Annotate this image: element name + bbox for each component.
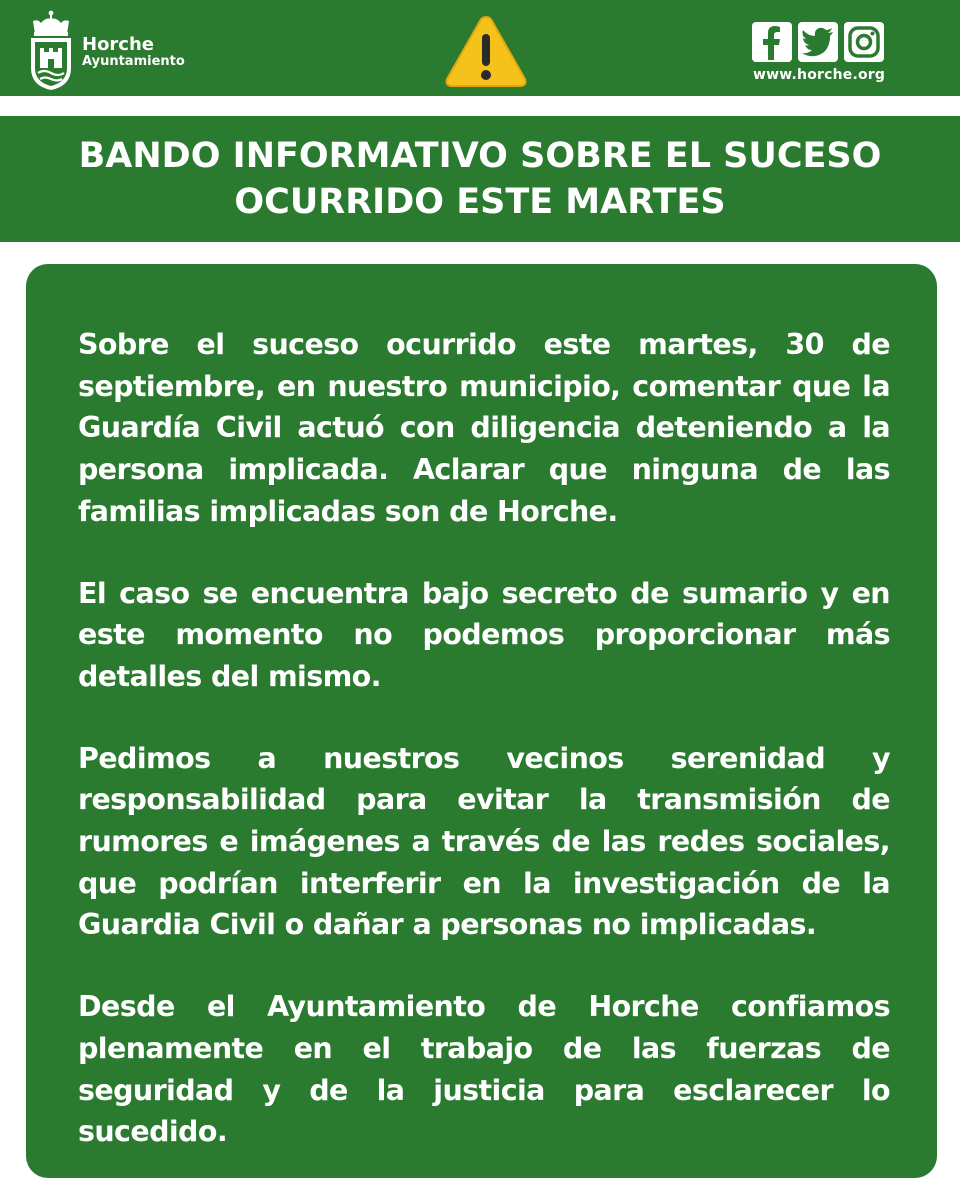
page-title — [79, 133, 882, 225]
website-link[interactable]: www.horche.org — [753, 67, 886, 83]
logo-name: Horche — [82, 34, 154, 55]
paragraph-2: El caso se encuentra bajo secreto de sumario y en este momento no podemos proporcionar más detalles del mismo. — [78, 576, 890, 693]
facebook-icon[interactable] — [752, 22, 792, 62]
social-links — [752, 22, 886, 62]
paragraph-1: Sobre el suceso ocurrido este martes, 30 de septiembre, en nuestro municipio, comentar que la Guardía Civil actuó con diligencia deteniendo a la persona implicada. Aclarar que ninguna de las familias implicadas son de Horche. — [78, 328, 890, 528]
title-line-1: BANDO INFORMATIVO SOBRE EL SUCESO — [78, 136, 882, 176]
instagram-icon[interactable] — [844, 22, 884, 62]
title-banner — [0, 116, 960, 242]
title-line-2: OCURRIDO ESTE MARTES — [234, 182, 726, 222]
header-bar — [0, 0, 960, 96]
warning-triangle-icon — [443, 12, 529, 90]
twitter-icon[interactable] — [798, 22, 838, 62]
horche-coat-of-arms-icon — [26, 8, 76, 92]
logo-wordmark — [82, 36, 185, 68]
paragraph-3: Pedimos a nuestros vecinos serenidad y responsabilidad para evitar la transmisión de rumores e imágenes a través de las redes sociales, que podrían interferir en la investigación de la Guardia Civil o dañar a personas no implicadas. — [78, 741, 890, 942]
logo-subtitle: Ayuntamiento — [82, 54, 185, 69]
paragraph-4: Desde el Ayuntamiento de Horche confiamos plenamente en el trabajo de las fuerzas de seguridad y de la justicia para esclarecer lo sucedido. — [78, 990, 890, 1149]
announcement-card — [26, 264, 937, 1178]
